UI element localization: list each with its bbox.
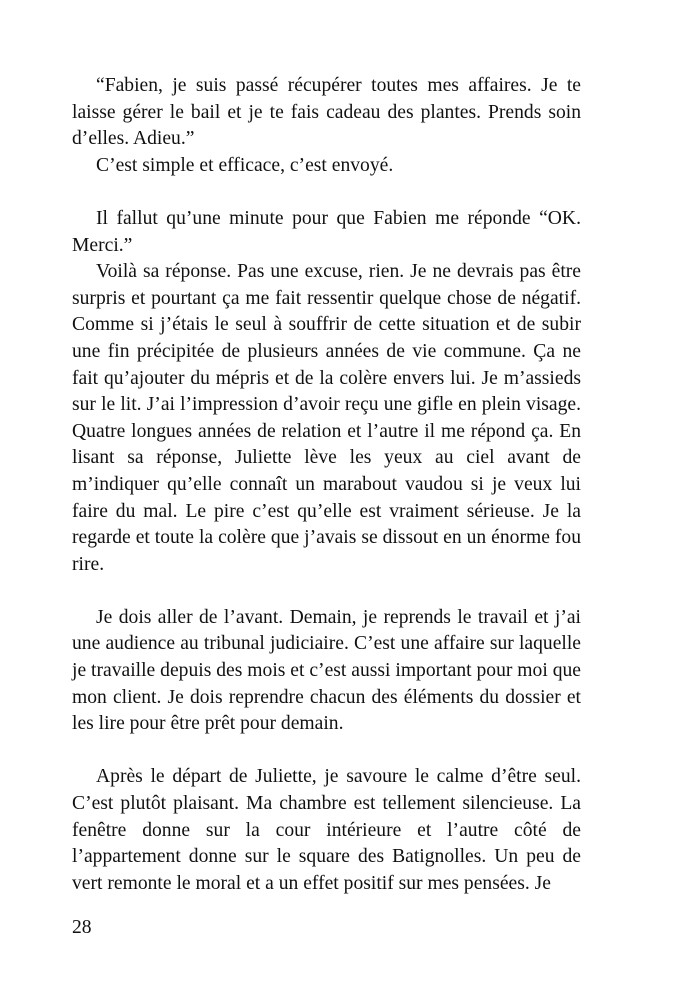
paragraph-letter: “Fabien, je suis passé récupérer toutes mes affaires. Je te laisse gérer le bail et je te fais cadeau des plantes. Prends soin d’elles. Adieu.”	[72, 75, 581, 150]
paragraph-reaction: Voilà sa réponse. Pas une excuse, rien. Je ne devrais pas être surpris et pourtant ça me fait ressentir quelque chose de négatif. Comme si j’étais le seul à souffrir de cette situation et de subir une fin précipitée de plusieurs années de vie commune. Ça ne fait qu’ajouter du mépris et de la colère envers lui. Je m’assieds sur le lit. J’ai l’impression d’avoir reçu une gifle en plein visage. Quatre longues années de relation et l’autre il me répond ça. En lisant sa réponse, Juliette lève les yeux au ciel avant de m’indiquer qu’elle connaît un marabout vaudou si je veux lui faire du mal. Le pire c’est qu’elle est vraiment sérieuse. Je la regarde et toute la colère que j’avais se dissout en un énorme fou rire.	[72, 261, 581, 575]
body-text	[72, 73, 581, 897]
paragraph-calm: Après le départ de Juliette, je savoure le calme d’être seul. C’est plutôt plaisant. Ma chambre est tellement silencieuse. La fenêtre donne sur la cour intérieure et l’autre côté de l’appartement donne sur le square des Batignolles. Un peu de vert remonte le moral et a un effet positif sur mes pensées. Je	[72, 766, 581, 894]
paragraph-reply: Il fallut qu’une minute pour que Fabien me réponde “OK. Merci.”	[72, 207, 581, 256]
paragraph-sent: C’est simple et efficace, c’est envoyé.	[96, 154, 394, 176]
paragraph-moving-on: Je dois aller de l’avant. Demain, je reprends le travail et j’ai une audience au tribunal judiciaire. C’est une affaire sur laquelle je travaille depuis des mois et c’est aussi important pour moi que mon client. Je dois reprendre chacun des éléments du dossier et les lire pour être prêt pour demain.	[72, 606, 581, 735]
page-number: 28	[72, 917, 92, 938]
